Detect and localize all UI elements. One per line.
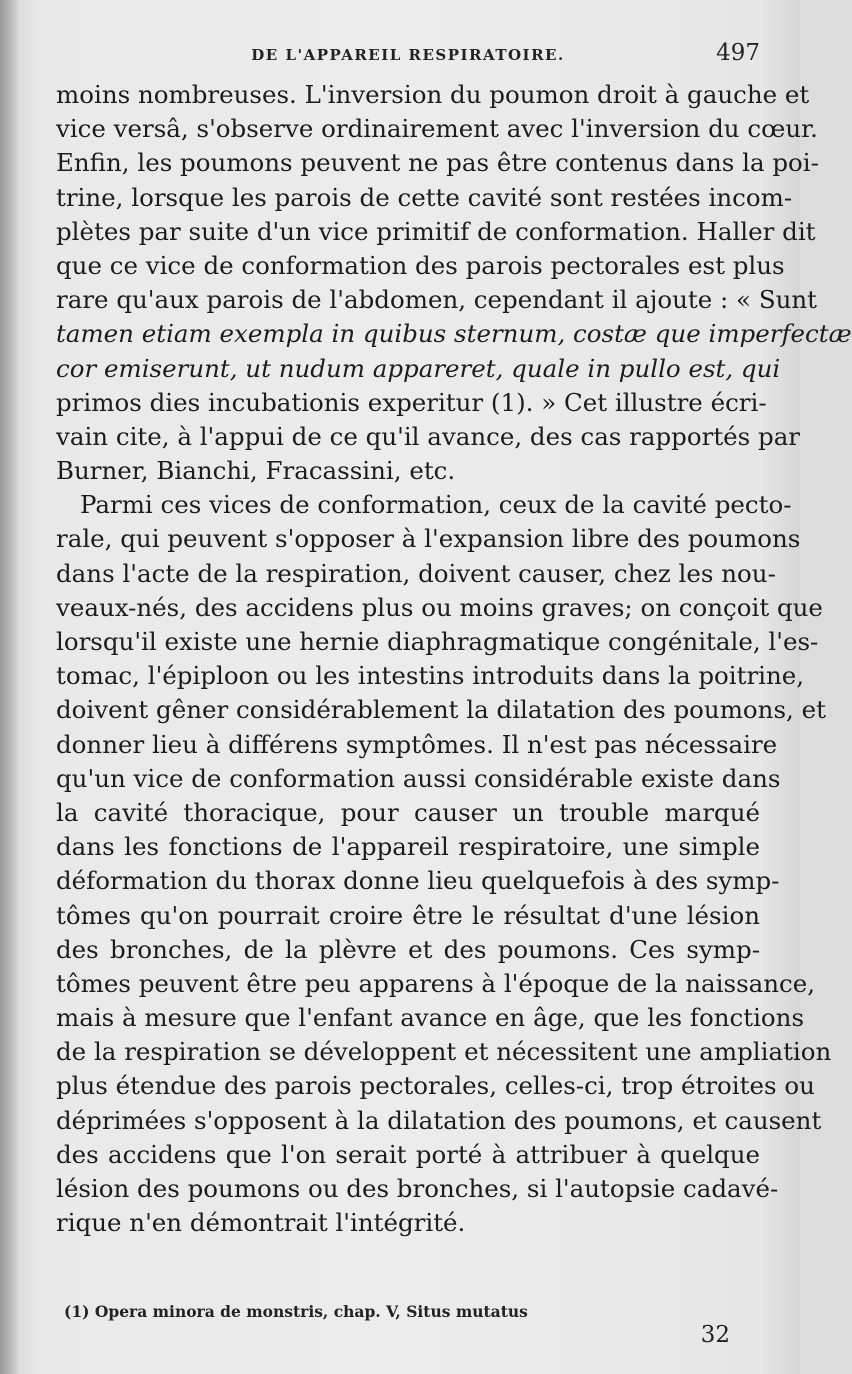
text-line: tamen etiam exempla in quibus sternum, costæ que imperfectæ	[56, 319, 852, 349]
text-line: primos dies incubationis experitur (1). » Cet illustre écri-	[56, 387, 767, 417]
signature-mark: 32	[700, 1322, 730, 1348]
binding-shadow	[0, 0, 20, 1374]
text-line: Parmi ces vices de conformation, ceux de la cavité pecto-	[80, 490, 792, 520]
text-line: rare qu'aux parois de l'abdomen, cependant il ajoute : « Sunt	[56, 285, 818, 315]
text-line: plus étendue des parois pectorales, celles-ci, trop étroites ou	[56, 1071, 815, 1101]
text-line: tômes qu'on pourrait croire être le résultat d'une lésion	[56, 900, 760, 930]
text-line: lorsqu'il existe une hernie diaphragmatique congénitale, l'es-	[56, 627, 819, 656]
text-line: Burner, Bianchi, Fracassini, etc.	[56, 456, 456, 486]
text-line: lésion des poumons ou des bronches, si l'autopsie cadavé-	[56, 1174, 779, 1203]
text-line: la cavité thoracique, pour causer un trouble marqué	[56, 797, 760, 827]
page-number: 497	[716, 40, 760, 66]
text-line: mais à mesure que l'enfant avance en âge, que les fonctions	[56, 1003, 805, 1033]
text-line: tomac, l'épiploon ou les intestins introduits dans la poitrine,	[56, 661, 805, 691]
text-line: donner lieu à différens symptômes. Il n'est pas nécessaire	[56, 729, 778, 759]
text-line: vice versâ, s'observe ordinairement avec l'inversion du cœur.	[56, 114, 818, 144]
text-line: Enfin, les poumons peuvent ne pas être contenus dans la poi-	[56, 148, 819, 178]
text-line: des bronches, de la plèvre et des poumons. Ces symp-	[56, 934, 760, 964]
text-line: dans les fonctions de l'appareil respiratoire, une simple	[56, 832, 760, 862]
text-line: moins nombreuses. L'inversion du poumon droit à gauche et	[56, 80, 810, 109]
text-line: dans l'acte de la respiration, doivent causer, chez les nou-	[56, 558, 776, 588]
footnote: (1) Opera minora de monstris, chap. V, Situs mutatus	[64, 1302, 528, 1321]
text-line: doivent gêner considérablement la dilatation des poumons, et	[56, 695, 826, 725]
text-line: plètes par suite d'un vice primitif de conformation. Haller dit	[56, 216, 816, 246]
text-line: cor emiserunt, ut nudum appareret, quale in pullo est, qui	[56, 353, 781, 383]
running-title: DE L'APPAREIL RESPIRATOIRE.	[251, 46, 565, 64]
text-line: déformation du thorax donne lieu quelquefois à des symp-	[56, 866, 780, 896]
paragraph-1	[56, 78, 852, 488]
text-line: veaux-nés, des accidens plus ou moins graves; on conçoit que	[56, 592, 823, 622]
text-line: déprimées s'opposent à la dilatation des poumons, et causent	[56, 1105, 822, 1135]
text-line: que ce vice de conformation des parois pectorales est plus	[56, 250, 785, 280]
text-line: des accidens que l'on serait porté à attribuer à quelque	[56, 1139, 760, 1169]
text-line: qu'un vice de conformation aussi considérable existe dans	[56, 763, 781, 793]
text-line: rale, qui peuvent s'opposer à l'expansion libre des poumons	[56, 524, 801, 554]
body-text	[56, 78, 852, 1240]
text-line: tômes peuvent être peu apparens à l'époque de la naissance,	[56, 968, 816, 998]
page-header	[56, 40, 760, 70]
text-line: rique n'en démontrait l'intégrité.	[56, 1208, 466, 1238]
text-line: vain cite, à l'appui de ce qu'il avance, des cas rapportés par	[56, 421, 801, 451]
paragraph-2	[56, 488, 832, 1240]
text-line: trine, lorsque les parois de cette cavité sont restées incom-	[56, 182, 793, 212]
text-line: de la respiration se développent et nécessitent une ampliation	[56, 1037, 832, 1067]
